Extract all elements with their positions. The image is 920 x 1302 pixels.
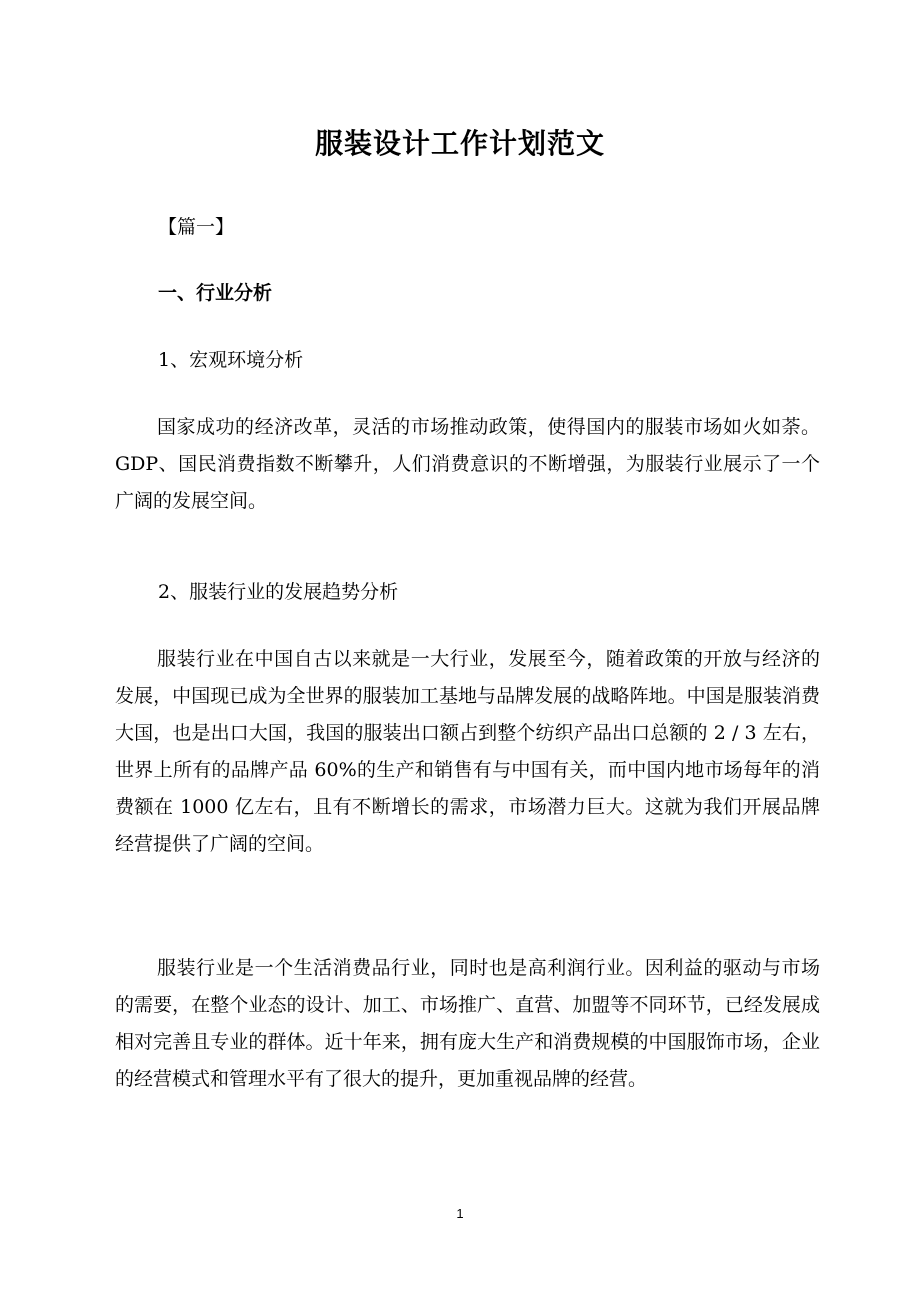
paragraph-industry-trend: 服装行业在中国自古以来就是一大行业，发展至今，随着政策的开放与经济的发展，中国现已成为全世界的服装加工基地与品牌发展的战略阵地。中国是服装消费大国，也是出口大国，我国的服装出口额占到整个纺织产品出口总额的 2 / 3 左右，世界上所有的品牌产品 60%的生产和销售有与中国有关，而中国内地市场每年的消费额在 1000 亿左右，且有不断增长的需求，市场潜力巨大。这就为我们开展品牌经营提供了广阔的空间。: [115, 648, 820, 855]
paragraph-macro-environment: 国家成功的经济改革，灵活的市场推动政策，使得国内的服装市场如火如荼。GDP、国民消费指数不断攀升，人们消费意识的不断增强，为服装行业展示了一个广阔的发展空间。: [115, 416, 820, 512]
paragraph-industry-profit: 服装行业是一个生活消费品行业，同时也是高利润行业。因利益的驱动与市场的需要，在整个业态的设计、加工、市场推广、直营、加盟等不同环节，已经发展成相对完善且专业的群体。近十年来，拥有庞大生产和消费规模的中国服饰市场，企业的经营模式和管理水平有了很大的提升，更加重视品牌的经营。: [115, 957, 820, 1090]
section-marker: 【篇一】: [158, 216, 235, 238]
page-number: 1: [456, 1206, 464, 1221]
document-title: 服装设计工作计划范文: [314, 127, 605, 160]
subheading-macro-environment: 1、宏观环境分析: [158, 349, 304, 371]
heading-industry-analysis: 一、行业分析: [158, 282, 273, 304]
subheading-industry-trend: 2、服装行业的发展趋势分析: [158, 581, 399, 603]
